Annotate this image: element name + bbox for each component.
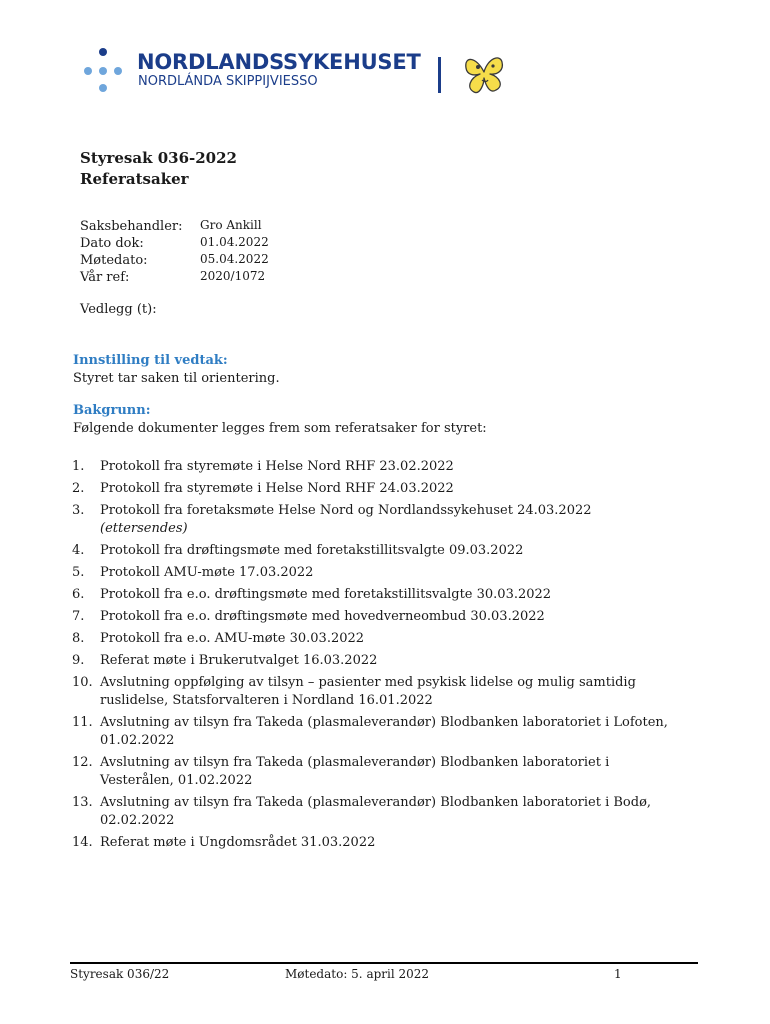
list-item-text [100, 564, 672, 582]
logo-dots-icon [80, 48, 130, 98]
list-item-number: 7. [72, 609, 85, 624]
list-item-title: Protokoll fra e.o. drøftingsmøte med hovedverneombud 30.03.2022 [100, 609, 545, 624]
list-item [72, 586, 672, 604]
org-name: NORDLANDSSYKEHUSET [137, 50, 421, 74]
list-item-number: 10. [72, 675, 93, 690]
list-item [72, 502, 672, 538]
list-item-number: 9. [72, 653, 85, 668]
background-text: Følgende dokumenter legges frem som referatsaker for styret: [73, 421, 487, 436]
list-item-number: 11. [72, 715, 93, 730]
list-item-text [100, 754, 672, 790]
list-item-number: 3. [72, 503, 85, 518]
list-item [72, 458, 672, 476]
list-item-title: Referat møte i Brukerutvalget 16.03.2022 [100, 653, 378, 668]
list-item-text [100, 542, 672, 560]
list-item-text [100, 714, 672, 750]
org-name-sami: NORDLÁNDA SKIPPIJVIESSO [138, 74, 318, 89]
list-item-number: 5. [72, 565, 85, 580]
butterfly-emblem-icon [460, 50, 508, 98]
list-item-number: 2. [72, 481, 85, 496]
list-item-title: Referat møte i Ungdomsrådet 31.03.2022 [100, 835, 376, 850]
document-list [72, 458, 672, 856]
list-item-title: Avslutning av tilsyn fra Takeda (plasmaleverandør) Blodbanken laboratoriet i Bodø, 02.02.2022 [100, 795, 652, 828]
meta-label: Saksbehandler: [80, 219, 183, 234]
list-item-title: Protokoll fra styremøte i Helse Nord RHF 24.03.2022 [100, 481, 454, 496]
case-number: Styresak 036-2022 [80, 149, 237, 167]
list-item-text [100, 502, 672, 538]
list-item [72, 834, 672, 852]
recommendation-text: Styret tar saken til orientering. [73, 371, 280, 386]
list-item-title: Protokoll fra styremøte i Helse Nord RHF 23.02.2022 [100, 459, 454, 474]
list-item-number: 12. [72, 755, 93, 770]
list-item [72, 480, 672, 498]
list-item-number: 1. [72, 459, 85, 474]
footer-divider [70, 962, 698, 964]
list-item [72, 542, 672, 560]
list-item-note: (ettersendes) [100, 521, 188, 536]
list-item-text [100, 794, 672, 830]
list-item [72, 608, 672, 626]
document-title [80, 148, 237, 190]
list-item [72, 652, 672, 670]
footer-meeting-date: Møtedato: 5. april 2022 [285, 967, 430, 981]
list-item-text [100, 608, 672, 626]
recommendation-heading: Innstilling til vedtak: [73, 353, 228, 368]
list-item-number: 8. [72, 631, 85, 646]
list-item-text [100, 480, 672, 498]
list-item [72, 794, 672, 830]
meta-value: 01.04.2022 [200, 235, 269, 249]
logo-divider [438, 57, 441, 93]
list-item [72, 674, 672, 710]
list-item-title: Protokoll fra e.o. AMU-møte 30.03.2022 [100, 631, 365, 646]
list-item-number: 14. [72, 835, 93, 850]
list-item-title: Protokoll fra foretaksmøte Helse Nord og Nordlandssykehuset 24.03.2022 [100, 503, 592, 518]
list-item-number: 13. [72, 795, 93, 810]
list-item [72, 714, 672, 750]
meta-label: Dato dok: [80, 236, 144, 251]
list-item-title: Avslutning av tilsyn fra Takeda (plasmaleverandør) Blodbanken laboratoriet i Lofoten, 01.02.2022 [100, 715, 668, 748]
list-item [72, 754, 672, 790]
list-item [72, 630, 672, 648]
list-item-text [100, 834, 672, 852]
background-heading: Bakgrunn: [73, 403, 151, 418]
list-item-text [100, 586, 672, 604]
meta-value: Gro Ankill [200, 218, 262, 232]
list-item-text [100, 674, 672, 710]
list-item-title: Avslutning oppfølging av tilsyn – pasienter med psykisk lidelse og mulig samtidig ruslidelse, Statsforvalteren i Nordland 16.01.2022 [100, 675, 636, 708]
footer-case-ref: Styresak 036/22 [70, 967, 170, 981]
meta-value: 2020/1072 [200, 269, 266, 283]
list-item-number: 4. [72, 543, 85, 558]
case-title: Referatsaker [80, 170, 189, 188]
page-number: 1 [614, 967, 622, 981]
list-item-text [100, 652, 672, 670]
recommendation-section [73, 352, 280, 388]
list-item-title: Protokoll AMU-møte 17.03.2022 [100, 565, 314, 580]
attachments-label: Vedlegg (t): [80, 302, 157, 317]
list-item [72, 564, 672, 582]
list-item-text [100, 630, 672, 648]
list-item-number: 6. [72, 587, 85, 602]
list-item-title: Protokoll fra drøftingsmøte med foretakstillitsvalgte 09.03.2022 [100, 543, 524, 558]
list-item-text [100, 458, 672, 476]
meta-value: 05.04.2022 [200, 252, 269, 266]
meta-label: Møtedato: [80, 253, 148, 268]
background-section [73, 402, 487, 438]
meta-label: Vår ref: [80, 270, 130, 285]
list-item-title: Avslutning av tilsyn fra Takeda (plasmaleverandør) Blodbanken laboratoriet i Vesterålen, 01.02.2022 [100, 755, 610, 788]
list-item-title: Protokoll fra e.o. drøftingsmøte med foretakstillitsvalgte 30.03.2022 [100, 587, 552, 602]
